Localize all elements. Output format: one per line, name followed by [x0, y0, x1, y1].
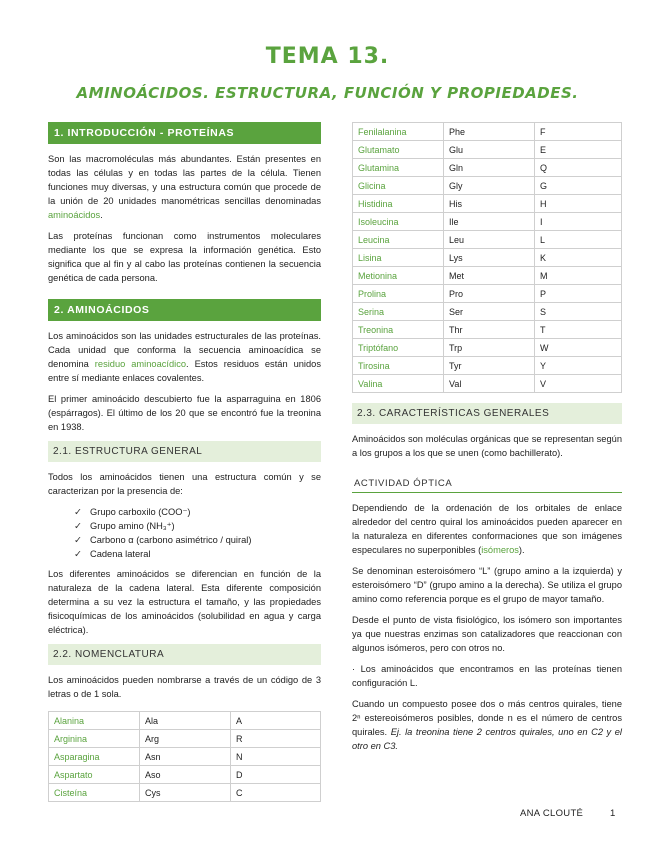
amino-table-right — [352, 122, 622, 393]
one-letter-code-cell: D — [231, 766, 321, 784]
actividad-paragraph-5: Cuando un compuesto posee dos o más centros quirales, tiene 2ⁿ estereoisómeros posibles, donde n es el número de centros quirales. Ej. la treonina tiene 2 centros quirales, uno en C2 y el otro en C3. — [352, 699, 622, 751]
actividad-paragraph-1: Dependiendo de la ordenación de los orbitales de enlace alrededor del centro quiral los aminoácidos pueden aparecer en la naturaleza en diferentes conformaciones que son imágenes especulares no superponibles (isómeros). — [352, 503, 622, 555]
table-row — [353, 357, 622, 375]
table-row — [49, 712, 321, 730]
amino-table-left — [48, 711, 321, 802]
list-item: ✓ Carbono α (carbono asimétrico / quiral) — [74, 535, 252, 545]
table-row — [353, 321, 622, 339]
table-row — [353, 339, 622, 357]
amino-name-cell: Alanina — [49, 712, 140, 730]
amino-paragraph-1: Los aminoácidos son las unidades estructurales de las proteínas. Cada unidad que conforma la secuencia aminoacídica se denomina residuo aminoacídico. Estos residuos están unidos entre sí mediante enlaces covalentes. — [48, 331, 321, 383]
amino-name-cell: Treonina — [353, 321, 444, 339]
table-row — [353, 159, 622, 177]
amino-paragraph-2: El primer aminoácido descubierto fue la asparraguina en 1806 (espárragos). El último de los 20 que se encontró fue la treonina en 1938. — [48, 394, 321, 432]
amino-name-cell: Serina — [353, 303, 444, 321]
amino-name-cell: Fenilalanina — [353, 123, 444, 141]
table-row — [49, 730, 321, 748]
table-row — [49, 784, 321, 802]
checkmark-icon: ✓ — [74, 521, 82, 531]
one-letter-code-cell: H — [535, 195, 622, 213]
amino-name-cell: Glicina — [353, 177, 444, 195]
footer-author: ANA CLOUTÉ — [520, 808, 584, 819]
actividad-heading: ACTIVIDAD ÓPTICA — [352, 474, 622, 493]
amino-name-cell: Arginina — [49, 730, 140, 748]
list-item: ✓ Cadena lateral — [74, 549, 151, 559]
amino-name-cell: Valina — [353, 375, 444, 393]
subsection-heading-nomenclatura: 2.2. NOMENCLATURA — [48, 644, 321, 665]
table-row — [49, 748, 321, 766]
list-item: ✓ Grupo amino (NH₃⁺) — [74, 521, 175, 531]
three-letter-code-cell: His — [444, 195, 535, 213]
one-letter-code-cell: S — [535, 303, 622, 321]
amino-name-cell: Metionina — [353, 267, 444, 285]
three-letter-code-cell: Pro — [444, 285, 535, 303]
three-letter-code-cell: Asn — [140, 748, 231, 766]
three-letter-code-cell: Leu — [444, 231, 535, 249]
actividad-paragraph-2: Se denominan esteroisómero “L” (grupo amino a la izquierda) y esteroisómero “D” (grupo amino a la derecha). Se utiliza el grupo amino como referencia porque es el grupo de mayor tamaño. — [352, 566, 622, 604]
checkmark-icon: ✓ — [74, 549, 82, 559]
amino-name-cell: Cisteína — [49, 784, 140, 802]
table-row — [353, 231, 622, 249]
three-letter-code-cell: Ser — [444, 303, 535, 321]
one-letter-code-cell: V — [535, 375, 622, 393]
one-letter-code-cell: I — [535, 213, 622, 231]
amino-name-cell: Leucina — [353, 231, 444, 249]
one-letter-code-cell: K — [535, 249, 622, 267]
three-letter-code-cell: Trp — [444, 339, 535, 357]
three-letter-code-cell: Ala — [140, 712, 231, 730]
amino-name-cell: Triptófano — [353, 339, 444, 357]
table-row — [353, 123, 622, 141]
amino-name-cell: Glutamina — [353, 159, 444, 177]
table-row — [353, 375, 622, 393]
actividad-paragraph-3: Desde el punto de vista fisiológico, los isómero son importantes ya que nuestras enzimas son catalizadores que reaccionan con algunos isómeros, pero con otros no. — [352, 615, 622, 653]
table-row — [353, 285, 622, 303]
one-letter-code-cell: F — [535, 123, 622, 141]
section-heading-intro: 1. INTRODUCCIÓN - PROTEÍNAS — [48, 122, 321, 144]
example-note: Ej. la treonina tiene 2 centros quirales, uno en C2 y el otro en C3. — [352, 727, 622, 751]
table-row — [353, 249, 622, 267]
three-letter-code-cell: Ile — [444, 213, 535, 231]
three-letter-code-cell: Thr — [444, 321, 535, 339]
amino-name-cell: Histidina — [353, 195, 444, 213]
left-column — [48, 122, 321, 802]
three-letter-code-cell: Met — [444, 267, 535, 285]
amino-name-cell: Aspartato — [49, 766, 140, 784]
table-row — [353, 177, 622, 195]
list-item: ✓ Grupo carboxilo (COO⁻) — [74, 507, 191, 517]
one-letter-code-cell: A — [231, 712, 321, 730]
term-isomeros: isómeros — [481, 545, 519, 555]
intro-paragraph-2: Las proteínas funcionan como instrumentos moleculares mediante los que se expresa la información genética. Esto significa que al fin y al cabo las proteínas contienen la secuencia genética de cada persona. — [48, 231, 321, 283]
three-letter-code-cell: Phe — [444, 123, 535, 141]
checkmark-icon: ✓ — [74, 535, 82, 545]
document-title: TEMA 13. — [265, 44, 390, 69]
estructura-paragraph-1: Todos los aminoácidos tienen una estructura común y se caracterizan por la presencia de: — [48, 472, 321, 496]
three-letter-code-cell: Arg — [140, 730, 231, 748]
page-number: 1 — [610, 808, 616, 819]
amino-name-cell: Lisina — [353, 249, 444, 267]
one-letter-code-cell: L — [535, 231, 622, 249]
subsection-heading-caracteristicas: 2.3. CARACTERÍSTICAS GENERALES — [352, 403, 622, 424]
one-letter-code-cell: P — [535, 285, 622, 303]
table-row — [353, 303, 622, 321]
three-letter-code-cell: Gly — [444, 177, 535, 195]
amino-name-cell: Prolina — [353, 285, 444, 303]
one-letter-code-cell: R — [231, 730, 321, 748]
amino-name-cell: Tirosina — [353, 357, 444, 375]
three-letter-code-cell: Glu — [444, 141, 535, 159]
one-letter-code-cell: W — [535, 339, 622, 357]
section-heading-aminoacidos: 2. AMINOÁCIDOS — [48, 299, 321, 321]
three-letter-code-cell: Tyr — [444, 357, 535, 375]
one-letter-code-cell: E — [535, 141, 622, 159]
estructura-list — [48, 505, 321, 561]
table-row — [353, 141, 622, 159]
one-letter-code-cell: C — [231, 784, 321, 802]
table-row — [353, 267, 622, 285]
one-letter-code-cell: T — [535, 321, 622, 339]
table-row — [353, 195, 622, 213]
right-column — [352, 122, 622, 760]
table-row — [49, 766, 321, 784]
one-letter-code-cell: Y — [535, 357, 622, 375]
checkmark-icon: ✓ — [74, 507, 82, 517]
one-letter-code-cell: G — [535, 177, 622, 195]
intro-paragraph-1: Son las macromoléculas más abundantes. Están presentes en todas las células y en todas las partes de la célula. Tienen funciones muy diversas, y una estructura común que procede de la unión de 20 unidades manométricas sencillas denominadas aminoácidos. — [48, 154, 321, 220]
table-row — [353, 213, 622, 231]
subsection-heading-estructura: 2.1. ESTRUCTURA GENERAL — [48, 441, 321, 462]
term-aminoacidos: aminoácidos — [48, 210, 101, 220]
amino-name-cell: Isoleucina — [353, 213, 444, 231]
actividad-paragraph-4: · Los aminoácidos que encontramos en las proteínas tienen configuración L. — [352, 664, 622, 688]
one-letter-code-cell: M — [535, 267, 622, 285]
three-letter-code-cell: Val — [444, 375, 535, 393]
three-letter-code-cell: Aso — [140, 766, 231, 784]
estructura-paragraph-2: Los diferentes aminoácidos se diferencian en función de la naturaleza de la cadena lateral. Esta diferente composición determina a su vez la estructura el tamaño, y las propiedades fisicoquímicas de los aminoácidos (solubilidad en agua y carga eléctrica). — [48, 569, 321, 635]
one-letter-code-cell: N — [231, 748, 321, 766]
amino-name-cell: Asparagina — [49, 748, 140, 766]
caracteristicas-paragraph: Aminoácidos son moléculas orgánicas que se representan según a los grupos a los que se unen (como bachillerato). — [352, 434, 622, 458]
document-subtitle: AMINOÁCIDOS. ESTRUCTURA, FUNCIÓN Y PROPIEDADES. — [76, 84, 579, 102]
three-letter-code-cell: Cys — [140, 784, 231, 802]
term-residuo: residuo aminoacídico — [94, 359, 187, 369]
one-letter-code-cell: Q — [535, 159, 622, 177]
amino-name-cell: Glutamato — [353, 141, 444, 159]
three-letter-code-cell: Lys — [444, 249, 535, 267]
nomenclatura-paragraph: Los aminoácidos pueden nombrarse a través de un código de 3 letras o de 1 sola. — [48, 675, 321, 699]
three-letter-code-cell: Gln — [444, 159, 535, 177]
